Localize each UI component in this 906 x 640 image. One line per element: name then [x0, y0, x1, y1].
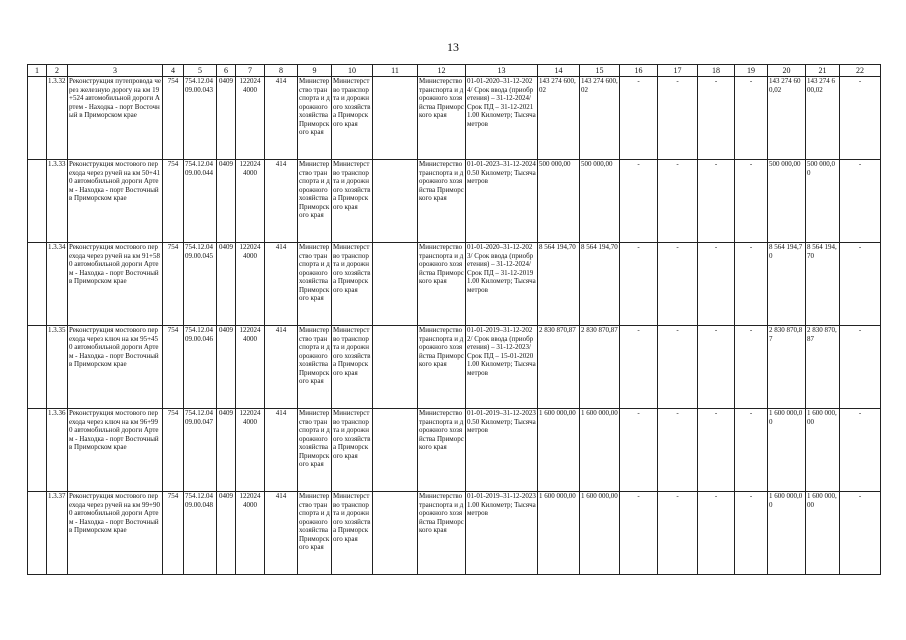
table-cell: - — [840, 409, 881, 492]
column-number: 17 — [658, 65, 698, 77]
table-cell: - — [620, 326, 658, 409]
table-cell: 500 000,00 — [538, 160, 580, 243]
table-cell: 2 830 870,87 — [580, 326, 620, 409]
table-cell: - — [698, 160, 735, 243]
column-number: 15 — [580, 65, 620, 77]
table-cell — [28, 243, 47, 326]
table-cell — [373, 160, 418, 243]
column-number: 21 — [806, 65, 840, 77]
column-number: 19 — [735, 65, 768, 77]
table-cell: 754 — [163, 326, 184, 409]
table-cell: 01-01-2020–31-12-2024/ Срок ввода (приобретения) – 31-12-2024/ Срок ПД – 31-12-2021 1.00 Километр; Тысяча метров — [466, 77, 538, 160]
table-cell: 414 — [265, 160, 298, 243]
table-cell: 754.12.04 09.00.045 — [184, 243, 217, 326]
table-cell: - — [735, 243, 768, 326]
table-cell: - — [840, 77, 881, 160]
table-cell — [28, 326, 47, 409]
table-cell: Министерство транспорта и дорожного хозяйства Приморского края — [332, 160, 373, 243]
table-cell: - — [658, 77, 698, 160]
table-cell: - — [735, 77, 768, 160]
table-cell: 0409 — [217, 492, 236, 575]
table-cell: Реконструкция мостового перехода через ручей на км 99+900 автомобильной дороги Артем - Находка - порт Восточный в Приморском крае — [68, 492, 163, 575]
table-cell: 1.3.35 — [47, 326, 68, 409]
table-cell: Министерство транспорта и дорожного хозяйства Приморского края — [418, 409, 466, 492]
column-number: 6 — [217, 65, 236, 77]
table-cell: - — [658, 160, 698, 243]
table-cell: - — [698, 409, 735, 492]
table-cell: Министерство транспорта и дорожного хозяйства Приморского края — [418, 243, 466, 326]
table-cell: - — [620, 409, 658, 492]
table-cell — [373, 492, 418, 575]
table-cell: - — [698, 492, 735, 575]
column-number: 16 — [620, 65, 658, 77]
table-cell: 414 — [265, 326, 298, 409]
table-cell: - — [620, 492, 658, 575]
column-number: 3 — [68, 65, 163, 77]
table-cell: 414 — [265, 409, 298, 492]
table-cell: 2 830 870,87 — [768, 326, 806, 409]
table-cell: 414 — [265, 492, 298, 575]
table-cell: Министерство транспорта и дорожного хозяйства Приморского края — [332, 77, 373, 160]
table-cell: 122024 4000 — [236, 243, 265, 326]
table-cell: 0409 — [217, 409, 236, 492]
table-cell: - — [735, 409, 768, 492]
table-cell: 143 274 600,02 — [768, 77, 806, 160]
table-cell: Реконструкция путепровода через железную дорогу на км 19+524 автомобильной дороги Артем - Находка - порт Восточный в Приморском крае — [68, 77, 163, 160]
table-cell: 1 600 000,00 — [768, 492, 806, 575]
table-cell: - — [620, 160, 658, 243]
column-number: 11 — [373, 65, 418, 77]
table-cell: Министерство транспорта и дорожного хозяйства Приморского края — [418, 77, 466, 160]
table-cell: 1 600 000,00 — [768, 409, 806, 492]
table-cell: 122024 4000 — [236, 326, 265, 409]
table-cell: Министерство транспорта и дорожного хозяйства Приморского края — [332, 326, 373, 409]
table-cell: 1 600 000,00 — [806, 492, 840, 575]
column-number: 22 — [840, 65, 881, 77]
table-cell — [28, 77, 47, 160]
table-cell: 1.3.37 — [47, 492, 68, 575]
column-number: 10 — [332, 65, 373, 77]
column-number: 7 — [236, 65, 265, 77]
column-number: 4 — [163, 65, 184, 77]
table-cell: - — [698, 77, 735, 160]
table-cell: Министерство транспорта и дорожного хозяйства Приморского края — [298, 77, 332, 160]
table-cell: 1 600 000,00 — [538, 409, 580, 492]
table-cell: 122024 4000 — [236, 409, 265, 492]
table-cell: 754 — [163, 160, 184, 243]
table-cell: Реконструкция мостового перехода через ключ на км 96+990 автомобильной дороги Артем - Находка - порт Восточный в Приморском крае — [68, 409, 163, 492]
column-number: 2 — [47, 65, 68, 77]
table-cell: Реконструкция мостового перехода через ручей на км 50+410 автомобильной дороги Артем - Находка - порт Восточный в Приморском крае — [68, 160, 163, 243]
table-cell — [373, 326, 418, 409]
table-cell: 122024 4000 — [236, 77, 265, 160]
table-cell: Министерство транспорта и дорожного хозяйства Приморского края — [332, 243, 373, 326]
table-cell: Министерство транспорта и дорожного хозяйства Приморского края — [298, 409, 332, 492]
table-cell: 01-01-2023–31-12-2024 0.50 Километр; Тысяча метров — [466, 160, 538, 243]
table-cell: 1 600 000,00 — [580, 409, 620, 492]
column-number: 14 — [538, 65, 580, 77]
page-number: 13 — [447, 40, 459, 54]
table-cell: - — [840, 160, 881, 243]
program-table — [27, 64, 881, 575]
table-row — [28, 492, 881, 575]
column-number: 5 — [184, 65, 217, 77]
table-cell: Министерство транспорта и дорожного хозяйства Приморского края — [418, 492, 466, 575]
column-number: 20 — [768, 65, 806, 77]
table-cell: - — [620, 243, 658, 326]
table-cell: - — [840, 492, 881, 575]
table-cell: 1 600 000,00 — [538, 492, 580, 575]
table-cell: 2 830 870,87 — [806, 326, 840, 409]
table-cell: Министерство транспорта и дорожного хозяйства Приморского края — [332, 492, 373, 575]
table-cell: 8 564 194,70 — [538, 243, 580, 326]
table-cell: - — [840, 326, 881, 409]
table-cell: - — [735, 160, 768, 243]
table-cell: 122024 4000 — [236, 160, 265, 243]
table-cell: 754 — [163, 492, 184, 575]
table-cell: 754 — [163, 243, 184, 326]
table-cell: 01-01-2020–31-12-2023/ Срок ввода (приобретения) – 31-12-2024/ Срок ПД – 31-12-2019 1.00 Километр; Тысяча метров — [466, 243, 538, 326]
table-cell: 8 564 194,70 — [806, 243, 840, 326]
table-cell: 500 000,00 — [806, 160, 840, 243]
table-cell: - — [658, 326, 698, 409]
table-cell: 0409 — [217, 160, 236, 243]
table-cell: Министерство транспорта и дорожного хозяйства Приморского края — [298, 492, 332, 575]
table-row — [28, 326, 881, 409]
table-cell: 0409 — [217, 243, 236, 326]
table-cell: 143 274 600,02 — [580, 77, 620, 160]
table-cell: - — [658, 409, 698, 492]
table-cell: 1.3.32 — [47, 77, 68, 160]
table-cell: - — [698, 326, 735, 409]
table-cell: 754.12.04 09.00.048 — [184, 492, 217, 575]
table-cell: 122024 4000 — [236, 492, 265, 575]
table-cell: 2 830 870,87 — [538, 326, 580, 409]
table-cell: Министерство транспорта и дорожного хозяйства Приморского края — [418, 326, 466, 409]
table-cell: Министерство транспорта и дорожного хозяйства Приморского края — [298, 160, 332, 243]
table-cell: 500 000,00 — [768, 160, 806, 243]
table-cell: - — [735, 326, 768, 409]
table-cell: Министерство транспорта и дорожного хозяйства Приморского края — [298, 243, 332, 326]
table-row — [28, 409, 881, 492]
table-row — [28, 77, 881, 160]
column-number: 1 — [28, 65, 47, 77]
table-cell: 0409 — [217, 326, 236, 409]
table-cell: 01-01-2019–31-12-2023 0.50 Километр; Тысяча метров — [466, 409, 538, 492]
table-cell: - — [698, 243, 735, 326]
table-cell: 01-01-2019–31-12-2022/ Срок ввода (приобретения) – 31-12-2023/ Срок ПД – 15-01-2020 1.00 Километр; Тысяча метров — [466, 326, 538, 409]
table-cell — [28, 160, 47, 243]
column-number-row — [28, 65, 881, 77]
table-cell: 414 — [265, 243, 298, 326]
table-cell: - — [658, 492, 698, 575]
table-cell — [28, 409, 47, 492]
table-cell: 414 — [265, 77, 298, 160]
table-cell: 754.12.04 09.00.044 — [184, 160, 217, 243]
column-number: 8 — [265, 65, 298, 77]
table-cell: 754.12.04 09.00.046 — [184, 326, 217, 409]
table-cell: Министерство транспорта и дорожного хозяйства Приморского края — [298, 326, 332, 409]
table-cell: 500 000,00 — [580, 160, 620, 243]
table-cell: 1.3.34 — [47, 243, 68, 326]
table-cell — [373, 243, 418, 326]
table-cell: - — [620, 77, 658, 160]
table-cell — [373, 409, 418, 492]
table-cell: 754 — [163, 77, 184, 160]
table-row — [28, 160, 881, 243]
table-cell: 754 — [163, 409, 184, 492]
table-cell: 8 564 194,70 — [580, 243, 620, 326]
table-cell: 01-01-2019–31-12-2023 1.00 Километр; Тысяча метров — [466, 492, 538, 575]
table-cell: 754.12.04 09.00.047 — [184, 409, 217, 492]
table-cell: 1 600 000,00 — [806, 409, 840, 492]
table-cell: Реконструкция мостового перехода через ключ на км 95+450 автомобильной дороги Артем - Находка - порт Восточный в Приморском крае — [68, 326, 163, 409]
table-cell: - — [840, 243, 881, 326]
column-number: 18 — [698, 65, 735, 77]
table-cell: 1.3.36 — [47, 409, 68, 492]
table-cell: 1.3.33 — [47, 160, 68, 243]
table-cell: 143 274 600,02 — [538, 77, 580, 160]
table-cell — [373, 77, 418, 160]
table-cell: 143 274 600,02 — [806, 77, 840, 160]
table-cell: 754.12.04 09.00.043 — [184, 77, 217, 160]
column-number: 12 — [418, 65, 466, 77]
table-cell: 8 564 194,70 — [768, 243, 806, 326]
table-cell: - — [658, 243, 698, 326]
table-cell: Министерство транспорта и дорожного хозяйства Приморского края — [418, 160, 466, 243]
table-cell: 1 600 000,00 — [580, 492, 620, 575]
table-row — [28, 243, 881, 326]
table-cell: - — [735, 492, 768, 575]
column-number: 13 — [466, 65, 538, 77]
column-number: 9 — [298, 65, 332, 77]
table-cell — [28, 492, 47, 575]
table-cell: Реконструкция мостового перехода через ручей на км 91+580 автомобильной дороги Артем - Находка - порт Восточный в Приморском крае — [68, 243, 163, 326]
table-cell: Министерство транспорта и дорожного хозяйства Приморского края — [332, 409, 373, 492]
table-cell: 0409 — [217, 77, 236, 160]
